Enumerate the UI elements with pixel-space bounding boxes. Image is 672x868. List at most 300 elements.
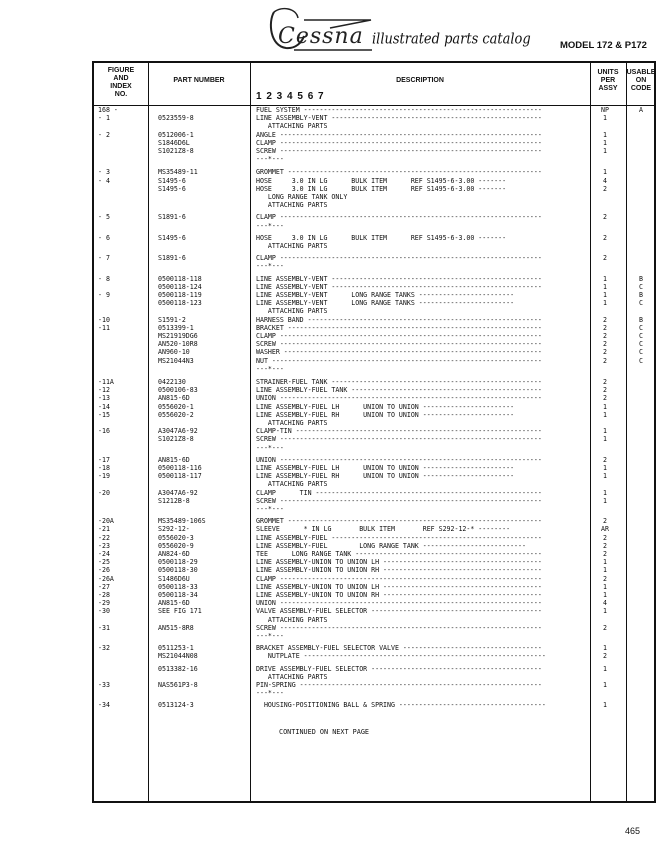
cell-code <box>628 378 654 386</box>
cell-desc: ANGLE ------------------------------------------------------------------ <box>256 130 542 139</box>
cell-part <box>158 444 258 452</box>
cell-code: B <box>639 315 643 324</box>
cell-part: 0556020-9 <box>158 541 194 550</box>
cell-desc: CLAMP TIN --------------------------------------------------------- <box>256 488 542 497</box>
cell-fig: -26A <box>98 574 114 583</box>
cell-code <box>628 234 654 242</box>
cell-code <box>628 689 654 697</box>
cell-desc: LINE ASSEMBLY-UNION TO UNION RH ---------------------------------------- <box>256 566 542 575</box>
cell-fig <box>98 185 142 193</box>
cell-part: AN515-8R8 <box>158 623 194 632</box>
cell-desc: PIN-SPRING ------------------------------------------------------------- <box>256 681 542 689</box>
cell-part <box>158 419 258 427</box>
cell-desc: ---*--- <box>256 689 284 698</box>
cell-code <box>628 262 654 270</box>
cell-desc: ATTACHING PARTS <box>256 122 328 131</box>
cell-fig: - 2 <box>98 130 110 139</box>
cell-code <box>628 464 654 472</box>
cell-fig: -15 <box>98 410 110 419</box>
cell-fig <box>98 673 142 681</box>
cell-part: AN815-6D <box>158 599 190 608</box>
cell-code <box>628 177 654 185</box>
cell-code <box>628 193 654 201</box>
cell-fig: - 9 <box>98 291 110 299</box>
cell-code <box>628 242 654 250</box>
cell-part: MS35489-106S <box>158 517 206 526</box>
cell-part: 0500118-124 <box>158 282 202 291</box>
cell-part: 0513382-16 <box>158 664 198 673</box>
cell-code <box>628 419 654 427</box>
cell-fig <box>98 201 142 209</box>
cell-units: 1 <box>603 299 607 308</box>
cell-code <box>628 427 654 435</box>
cell-fig <box>98 348 142 356</box>
cell-units <box>590 122 620 130</box>
cell-fig <box>98 505 142 513</box>
cell-fig: -10 <box>98 315 110 324</box>
cell-fig <box>98 340 142 348</box>
cell-part: AN960-10 <box>158 348 190 357</box>
cell-code <box>628 534 654 542</box>
cell-desc: LINE ASSEMBLY-FUEL LH UNION TO UNION ----------------------- <box>256 464 515 472</box>
col-header-text: FIGURE <box>107 67 135 74</box>
cell-fig: - 1 <box>98 114 110 123</box>
cell-units: 2 <box>603 378 607 386</box>
cell-part: AN824-6D <box>158 550 190 558</box>
model-label: MODEL 172 & P172 <box>560 40 647 51</box>
cell-units: 2 <box>603 356 607 365</box>
cell-units: 2 <box>603 541 607 550</box>
cell-part: 0500106-83 <box>158 386 198 395</box>
parts-table <box>92 61 656 803</box>
cell-units <box>590 480 620 488</box>
cell-part <box>158 673 258 681</box>
cell-code <box>628 307 654 315</box>
cell-code <box>628 681 654 689</box>
cell-desc: UNION ------------------------------------------------------------------ <box>256 599 542 608</box>
cell-part <box>158 689 258 697</box>
col-header-text: INDEX <box>110 83 132 90</box>
cell-part: S1486D6U <box>158 574 190 583</box>
cell-code <box>628 665 654 673</box>
cell-fig: -11 <box>98 323 110 332</box>
continued-note: CONTINUED ON NEXT PAGE <box>279 727 370 736</box>
cell-code <box>628 497 654 505</box>
cell-code <box>628 583 654 591</box>
cell-code <box>628 632 654 640</box>
cell-part: 0556020-2 <box>158 410 194 419</box>
cell-units <box>590 307 620 315</box>
cell-fig: -28 <box>98 591 110 599</box>
cell-part: NAS561P3-8 <box>158 681 198 689</box>
cell-code <box>628 131 654 139</box>
cell-fig: -26 <box>98 566 110 575</box>
cell-part: 0500118-119 <box>158 291 202 299</box>
cell-code <box>628 701 654 709</box>
cell-desc: LINE ASSEMBLY-FUEL LONG RANGE TANK -------------------------- <box>256 541 526 550</box>
cell-code: B <box>639 274 643 283</box>
cell-desc: SCREW ------------------------------------------------------------------ <box>256 623 542 632</box>
cell-units: 1 <box>603 282 607 291</box>
cell-code <box>628 435 654 443</box>
cell-part: S1021Z8-8 <box>158 147 194 155</box>
cell-units: 2 <box>603 332 607 340</box>
cell-part <box>158 222 258 230</box>
cell-fig: - 3 <box>98 168 110 177</box>
cell-desc: ATTACHING PARTS <box>256 480 328 489</box>
cell-units: 2 <box>603 386 607 395</box>
cell-fig: -14 <box>98 402 110 411</box>
cell-desc: ATTACHING PARTS <box>256 242 328 250</box>
cell-desc: ---*--- <box>256 155 284 164</box>
cell-units: 2 <box>603 517 607 526</box>
cell-units: 2 <box>603 455 607 464</box>
cell-units: 2 <box>603 184 607 193</box>
cell-units: 1 <box>603 147 607 155</box>
cell-desc: VALVE ASSEMBLY-FUEL SELECTOR ------------------------------------------- <box>256 607 542 616</box>
cell-desc: ATTACHING PARTS <box>256 307 328 316</box>
cell-part: 0523559-8 <box>158 114 194 123</box>
cell-part: A3047A6-92 <box>158 427 198 436</box>
cell-desc: LINE ASSEMBLY-UNION TO UNION LH ---------------------------------------- <box>256 558 542 567</box>
col-header-part-number: PART NUMBER <box>173 77 225 84</box>
cell-units <box>590 505 620 513</box>
cell-code <box>628 558 654 566</box>
cell-code <box>628 480 654 488</box>
cell-part: 0500118-29 <box>158 558 198 567</box>
cell-part: A3047A6-92 <box>158 488 198 497</box>
brand-wordmark: Cessna <box>278 24 364 49</box>
cell-fig: -20 <box>98 488 110 497</box>
cell-desc: FUEL SYSTEM ------------------------------------------------------------ <box>256 106 542 114</box>
catalog-title: illustrated parts catalog <box>372 30 531 49</box>
cell-units: 1 <box>603 488 607 497</box>
cell-part: 0556020-1 <box>158 402 194 411</box>
cell-desc: LINE ASSEMBLY-VENT ----------------------------------------------------- <box>256 282 542 291</box>
cell-units: 1 <box>603 138 607 147</box>
cell-desc: LINE ASSEMBLY-UNION TO UNION LH ---------------------------------------- <box>256 582 542 591</box>
cell-part: 0512006-1 <box>158 130 194 139</box>
cell-part <box>158 307 258 315</box>
cell-desc: UNION ------------------------------------------------------------------ <box>256 394 542 403</box>
cell-fig: - 8 <box>98 274 110 283</box>
cell-code <box>628 644 654 652</box>
cell-code <box>628 505 654 513</box>
cell-units <box>590 616 620 624</box>
cell-code <box>628 591 654 599</box>
cell-code <box>628 599 654 607</box>
cell-part <box>158 106 258 114</box>
cell-part <box>158 242 258 250</box>
cell-desc: SCREW ------------------------------------------------------------------ <box>256 496 542 505</box>
cell-fig <box>98 262 142 270</box>
col-header-figure <box>94 67 148 99</box>
cell-part <box>158 155 258 163</box>
cell-desc: LINE ASSEMBLY-VENT LONG RANGE TANKS ------------------------ <box>256 291 515 299</box>
cell-units: 2 <box>603 550 607 558</box>
cell-units <box>590 689 620 697</box>
cell-part <box>158 122 258 130</box>
col-header-text: UNITS <box>597 69 619 76</box>
col-header-text: PER <box>600 77 616 84</box>
cell-desc: TEE LONG RANGE TANK ----------------------------------------------- <box>256 550 542 558</box>
cell-code <box>628 472 654 480</box>
cell-part: AN815-6D <box>158 455 190 464</box>
page-number: 465 <box>625 826 641 836</box>
cell-desc: LINE ASSEMBLY-FUEL ----------------------------------------------------- <box>256 533 542 542</box>
cell-code <box>628 411 654 419</box>
cell-part: 0513124-3 <box>158 701 194 710</box>
cell-part <box>158 505 258 513</box>
cell-fig <box>98 122 142 130</box>
cell-fig: - 4 <box>98 176 110 185</box>
cell-code: A <box>639 106 643 114</box>
cell-fig: -22 <box>98 533 110 542</box>
cell-part: S1021Z8-8 <box>158 435 194 444</box>
col-header-usable <box>626 69 656 93</box>
cell-desc: LINE ASSEMBLY-VENT ----------------------------------------------------- <box>256 274 542 283</box>
cell-units: 2 <box>603 340 607 349</box>
cell-code <box>628 122 654 130</box>
cell-fig: - 5 <box>98 213 110 222</box>
cell-part: S1846D6L <box>158 138 190 147</box>
cell-units: 1 <box>603 558 607 567</box>
cell-code <box>628 147 654 155</box>
cell-fig: -29 <box>98 599 110 608</box>
cell-code <box>628 254 654 262</box>
cell-fig: -27 <box>98 582 110 591</box>
cell-fig: -30 <box>98 607 110 616</box>
cell-part <box>158 262 258 270</box>
cell-part: AN520-10R8 <box>158 340 198 349</box>
cell-fig <box>98 242 142 250</box>
cell-units: 1 <box>603 472 607 481</box>
cell-code <box>628 566 654 574</box>
cell-code <box>628 222 654 230</box>
col-header-text: USABLE <box>626 69 656 76</box>
cell-part: 0511253-1 <box>158 644 194 653</box>
col-divider <box>148 63 149 801</box>
cell-code <box>628 155 654 163</box>
cell-desc: WASHER ----------------------------------------------------------------- <box>256 348 542 357</box>
cell-units: 2 <box>603 574 607 583</box>
cell-fig <box>98 665 142 673</box>
cell-units <box>590 155 620 163</box>
cell-part: 0556020-3 <box>158 533 194 542</box>
cell-units <box>590 242 620 250</box>
cell-desc: SCREW ------------------------------------------------------------------ <box>256 340 542 349</box>
cell-desc: LINE ASSEMBLY-UNION TO UNION RH ---------------------------------------- <box>256 591 542 599</box>
cell-desc: BRACKET ASSEMBLY-FUEL SELECTOR VALVE ----------------------------------- <box>256 644 542 653</box>
cell-desc: LINE ASSEMBLY-FUEL RH UNION TO UNION ----------------------- <box>256 472 515 481</box>
cell-units: 1 <box>603 168 607 177</box>
cell-part: 0500118-33 <box>158 582 198 591</box>
cell-fig <box>98 497 142 505</box>
cell-units: 1 <box>603 274 607 283</box>
cell-desc: CLAMP ------------------------------------------------------------------ <box>256 332 542 340</box>
cell-code <box>628 652 654 660</box>
cell-units: 1 <box>603 644 607 653</box>
cell-fig <box>98 193 142 201</box>
cell-units <box>590 419 620 427</box>
cell-desc: LINE ASSEMBLY-VENT ----------------------------------------------------- <box>256 114 542 123</box>
cell-code: C <box>639 299 643 308</box>
cell-units: 2 <box>603 213 607 222</box>
cell-fig <box>98 139 142 147</box>
cell-units: 1 <box>603 496 607 505</box>
cell-desc: STRAINER-FUEL TANK ----------------------------------------------------- <box>256 378 542 386</box>
cell-units <box>590 201 620 209</box>
cell-code <box>628 185 654 193</box>
cell-desc: HOUSING-POSITIONING BALL & SPRING ------------------------------------- <box>256 701 546 710</box>
cell-desc: SCREW ------------------------------------------------------------------ <box>256 435 542 444</box>
cell-fig: -24 <box>98 550 110 558</box>
cell-desc: DRIVE ASSEMBLY-FUEL SELECTOR ------------------------------------------- <box>256 664 542 673</box>
cell-units: 1 <box>603 566 607 575</box>
cell-units <box>590 444 620 452</box>
cell-desc: ---*--- <box>256 262 284 271</box>
cell-units: 1 <box>603 607 607 616</box>
cell-desc: ATTACHING PARTS <box>256 615 328 624</box>
cell-part: S1495-6 <box>158 233 186 242</box>
cell-desc: ---*--- <box>256 632 284 640</box>
cell-part: MS21044N08 <box>158 652 198 661</box>
cell-code <box>628 365 654 373</box>
cell-code <box>628 114 654 122</box>
cell-units: 2 <box>603 533 607 542</box>
cell-desc: CLAMP ------------------------------------------------------------------ <box>256 254 542 263</box>
col-header-units <box>590 69 626 93</box>
cell-desc: ATTACHING PARTS <box>256 419 328 427</box>
cell-desc: ---*--- <box>256 443 284 452</box>
cell-fig: 168 - <box>98 106 118 114</box>
cell-fig <box>98 357 142 365</box>
cell-desc: ---*--- <box>256 505 284 513</box>
cell-fig: -21 <box>98 525 110 534</box>
cell-desc: LINE ASSEMBLY-FUEL TANK ------------------------------------------------ <box>256 386 542 395</box>
cell-fig: - 7 <box>98 254 110 263</box>
cell-desc: CLAMP ------------------------------------------------------------------ <box>256 213 542 222</box>
cell-code: C <box>639 356 643 365</box>
indent-level-numbers: 1 2 3 4 5 6 7 <box>256 91 325 102</box>
cell-desc: NUT -------------------------------------------------------------------- <box>256 356 542 365</box>
cell-desc: CLAMP ------------------------------------------------------------------ <box>256 574 542 583</box>
cell-code <box>628 517 654 525</box>
cell-fig: -33 <box>98 681 110 689</box>
col-header-text: ASSY <box>598 85 618 92</box>
cell-part: 0500118-118 <box>158 274 202 283</box>
cell-code <box>628 575 654 583</box>
cell-fig: -17 <box>98 455 110 464</box>
cell-desc: LONG RANGE TANK ONLY <box>256 193 348 201</box>
cell-part: 0422130 <box>158 378 186 386</box>
cell-fig <box>98 444 142 452</box>
cell-part <box>158 365 258 373</box>
cell-code <box>628 616 654 624</box>
cell-part: S1495-6 <box>158 176 186 185</box>
cell-code <box>628 624 654 632</box>
cell-units: 1 <box>603 681 607 689</box>
cell-part: S1891-6 <box>158 213 186 222</box>
cell-part <box>158 201 258 209</box>
cell-code <box>628 489 654 497</box>
cell-desc: LINE ASSEMBLY-VENT LONG RANGE TANKS ------------------------ <box>256 299 515 308</box>
cell-code <box>628 386 654 394</box>
cell-fig: -23 <box>98 541 110 550</box>
cell-part <box>158 616 258 624</box>
cell-fig: - 6 <box>98 233 110 242</box>
cell-fig <box>98 283 142 291</box>
cell-units: 1 <box>603 591 607 599</box>
cell-part: S1495-6 <box>158 184 186 193</box>
cell-units: 4 <box>603 176 607 185</box>
cell-code: C <box>639 340 643 349</box>
cell-fig <box>98 652 142 660</box>
cell-fig <box>98 365 142 373</box>
cell-desc: HOSE 3.0 IN LG BULK ITEM REF S1495-6-3.00 ------- <box>256 233 507 242</box>
col-divider <box>626 63 627 801</box>
cell-code: C <box>639 332 643 340</box>
cell-desc: BRACKET ---------------------------------------------------------------- <box>256 323 542 332</box>
cell-desc: ATTACHING PARTS <box>256 201 328 210</box>
cell-part: AN815-6D <box>158 394 190 403</box>
cell-desc: GROMMET ---------------------------------------------------------------- <box>256 517 542 526</box>
cell-units <box>590 365 620 373</box>
cell-fig <box>98 299 142 307</box>
col-header-text: ON <box>635 77 647 84</box>
cell-fig <box>98 435 142 443</box>
cell-desc: ATTACHING PARTS <box>256 672 328 681</box>
cell-fig <box>98 332 142 340</box>
cell-units: AR <box>601 525 609 534</box>
cell-desc: HOSE 3.0 IN LG BULK ITEM REF S1495-6-3.00 ------- <box>256 176 507 185</box>
cell-units: 4 <box>603 599 607 608</box>
cell-desc: SCREW ------------------------------------------------------------------ <box>256 147 542 155</box>
page-header <box>0 0 672 60</box>
cell-part: S1212B-8 <box>158 496 190 505</box>
cell-code <box>628 444 654 452</box>
cell-desc: CLAMP-TIN -------------------------------------------------------------- <box>256 427 542 436</box>
cell-units: 2 <box>603 233 607 242</box>
cell-part: S292-12- <box>158 525 190 534</box>
cell-desc: LINE ASSEMBLY-FUEL RH UNION TO UNION ----------------------- <box>256 410 515 419</box>
cell-fig: -19 <box>98 472 110 481</box>
cell-fig: -25 <box>98 558 110 567</box>
cell-code <box>628 139 654 147</box>
cell-fig <box>98 147 142 155</box>
col-header-text: AND <box>113 75 129 82</box>
cell-units: 1 <box>603 291 607 299</box>
cell-code: B <box>639 291 643 299</box>
cell-part: 0500118-116 <box>158 464 202 472</box>
cell-fig: -32 <box>98 644 110 653</box>
cell-part: S1891-6 <box>158 254 186 263</box>
cell-code <box>628 456 654 464</box>
cell-units: 1 <box>603 664 607 673</box>
cell-units: 2 <box>603 315 607 324</box>
cell-fig: -12 <box>98 386 110 395</box>
cell-part <box>158 632 258 640</box>
cell-units <box>590 193 620 201</box>
col-header-text: NO. <box>114 91 128 98</box>
cell-code: C <box>639 323 643 332</box>
cell-code <box>628 201 654 209</box>
cell-code <box>628 673 654 681</box>
cell-fig: -13 <box>98 394 110 403</box>
cell-code <box>628 394 654 402</box>
cell-fig: -34 <box>98 701 110 710</box>
cell-desc: ---*--- <box>256 364 284 373</box>
